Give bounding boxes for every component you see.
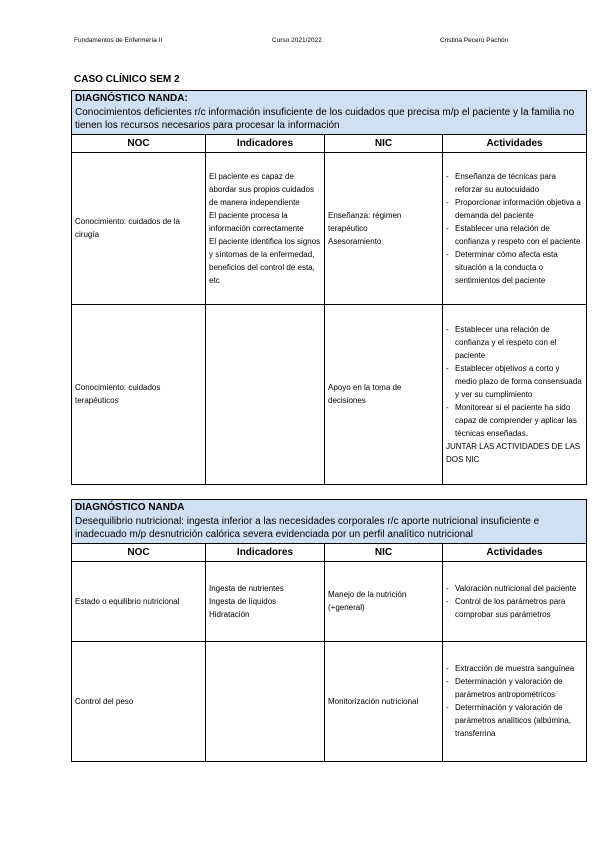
cell-line: Asesoramiento	[328, 236, 382, 246]
diagnosis-2-title: DIAGNÓSTICO NANDA	[75, 502, 185, 513]
diagnosis-table-2	[71, 499, 587, 762]
cell-line: Hidratación	[209, 609, 250, 619]
header-course: Fundamentos de Enfermería II	[74, 37, 163, 44]
noc-cell: Estado o equilibrio nutricional	[72, 561, 206, 641]
cell-line: El paciente es capaz de abordar sus propios cuidados de manera independiente	[209, 171, 314, 207]
activities-list	[446, 170, 583, 287]
col-indicators: Indicadores	[206, 134, 325, 152]
nic-cell	[325, 641, 443, 761]
diagnosis-1-title: DIAGNÓSTICO NANDA:	[75, 93, 188, 104]
table-row	[72, 152, 587, 304]
activities-cell	[443, 152, 587, 304]
table-row	[72, 641, 587, 761]
nic-cell	[325, 561, 443, 641]
indicators-cell	[206, 561, 325, 641]
activities-cell	[443, 641, 587, 761]
header-year: Curso 2021/2022	[272, 37, 322, 44]
indicators-cell	[206, 641, 325, 761]
cell-line: El paciente identifica los signos y síntomas de la enfermedad, beneficios del control de esta, etc	[209, 236, 321, 285]
noc-cell: Control del peso	[72, 641, 206, 761]
diagnosis-1-text: Conocimientos deficientes r/c información insuficiente de los cuidados que precisa m/p el paciente y la familia no tienen los recursos necesarios para procesar la información	[75, 106, 575, 131]
activity-item: - Determinar cómo afecta esta situación a la conducta o sentimientos del paciente	[446, 248, 583, 287]
activity-item: - Establecer objetivos a corto y medio plazo de forma consensuada y ver su cumplimiento	[446, 362, 583, 401]
col-activities: Actividades	[443, 134, 587, 152]
activities-list	[446, 582, 583, 621]
activities-note: JUNTAR LAS ACTIVIDADES DE LAS DOS NIC	[446, 441, 581, 464]
activity-item: - Determinación y valoración de parámetros antropométricos	[446, 675, 583, 701]
activities-list	[446, 662, 583, 740]
activity-item: - Enseñanza de técnicas para reforzar su autocuidado	[446, 170, 583, 196]
col-noc: NOC	[72, 543, 206, 561]
case-title: CASO CLÍNICO SEM 2	[74, 74, 180, 85]
nic-cell	[325, 152, 443, 304]
cell-line: Enseñanza: régimen terapéutico	[328, 210, 402, 233]
activity-item: - Monitorear si el paciente ha sido capaz de comprender y aplicar las técnicas enseñadas.	[446, 401, 583, 440]
cell-line: El paciente procesa la información correctamente	[209, 210, 304, 233]
diagnosis-table-1	[71, 90, 587, 485]
col-nic: NIC	[325, 543, 443, 561]
activities-cell	[443, 304, 587, 484]
activity-item: - Valoración nutricional del paciente	[446, 582, 583, 595]
col-nic: NIC	[325, 134, 443, 152]
table-row	[72, 304, 587, 484]
indicators-cell	[206, 152, 325, 304]
diagnosis-1-header	[72, 91, 587, 135]
cell-line: Ingesta de nutrientes	[209, 583, 284, 593]
activity-item: - Proporcionar información objetiva a demanda del paciente	[446, 196, 583, 222]
cell-line: Monitorización nutricional	[328, 696, 419, 706]
table-row	[72, 561, 587, 641]
noc-cell: Conocimiento: cuidados de la cirugía	[72, 152, 206, 304]
header-author: Cristina Pecero Pachón	[440, 37, 509, 44]
column-headers	[72, 134, 587, 152]
cell-line: Ingesta de líquidos	[209, 596, 277, 606]
activity-item: - Establecer una relación de confianza y respeto con el paciente	[446, 222, 583, 248]
diagnosis-2-text: Desequilibrio nutricional: ingesta inferior a las necesidades corporales r/c aporte nutricional insuficiente e inadecuado m/p desnutrición calórica severa evidenciada por un perfil analítico nutricional	[75, 515, 540, 540]
col-indicators: Indicadores	[206, 543, 325, 561]
diagnosis-2-header	[72, 500, 587, 544]
nic-cell	[325, 304, 443, 484]
noc-cell: Conocimiento: cuidados terapéuticos	[72, 304, 206, 484]
activities-list	[446, 323, 583, 440]
cell-line: Apoyo en la toma de decisiones	[328, 383, 402, 405]
column-headers	[72, 543, 587, 561]
col-activities: Actividades	[443, 543, 587, 561]
indicators-cell	[206, 304, 325, 484]
activity-item: - Control de los parámetros para comprobar sus parámetros	[446, 595, 583, 621]
cell-line: Manejo de la nutrición (+general)	[328, 590, 407, 612]
activities-cell	[443, 561, 587, 641]
col-noc: NOC	[72, 134, 206, 152]
activity-item: - Extracción de muestra sanguínea	[446, 662, 583, 675]
activity-item: - Establecer una relación de confianza y el respeto con el paciente	[446, 323, 583, 362]
activity-item: - Determinación y valoración de parámetros analíticos (albúmina, transferrina	[446, 701, 583, 740]
